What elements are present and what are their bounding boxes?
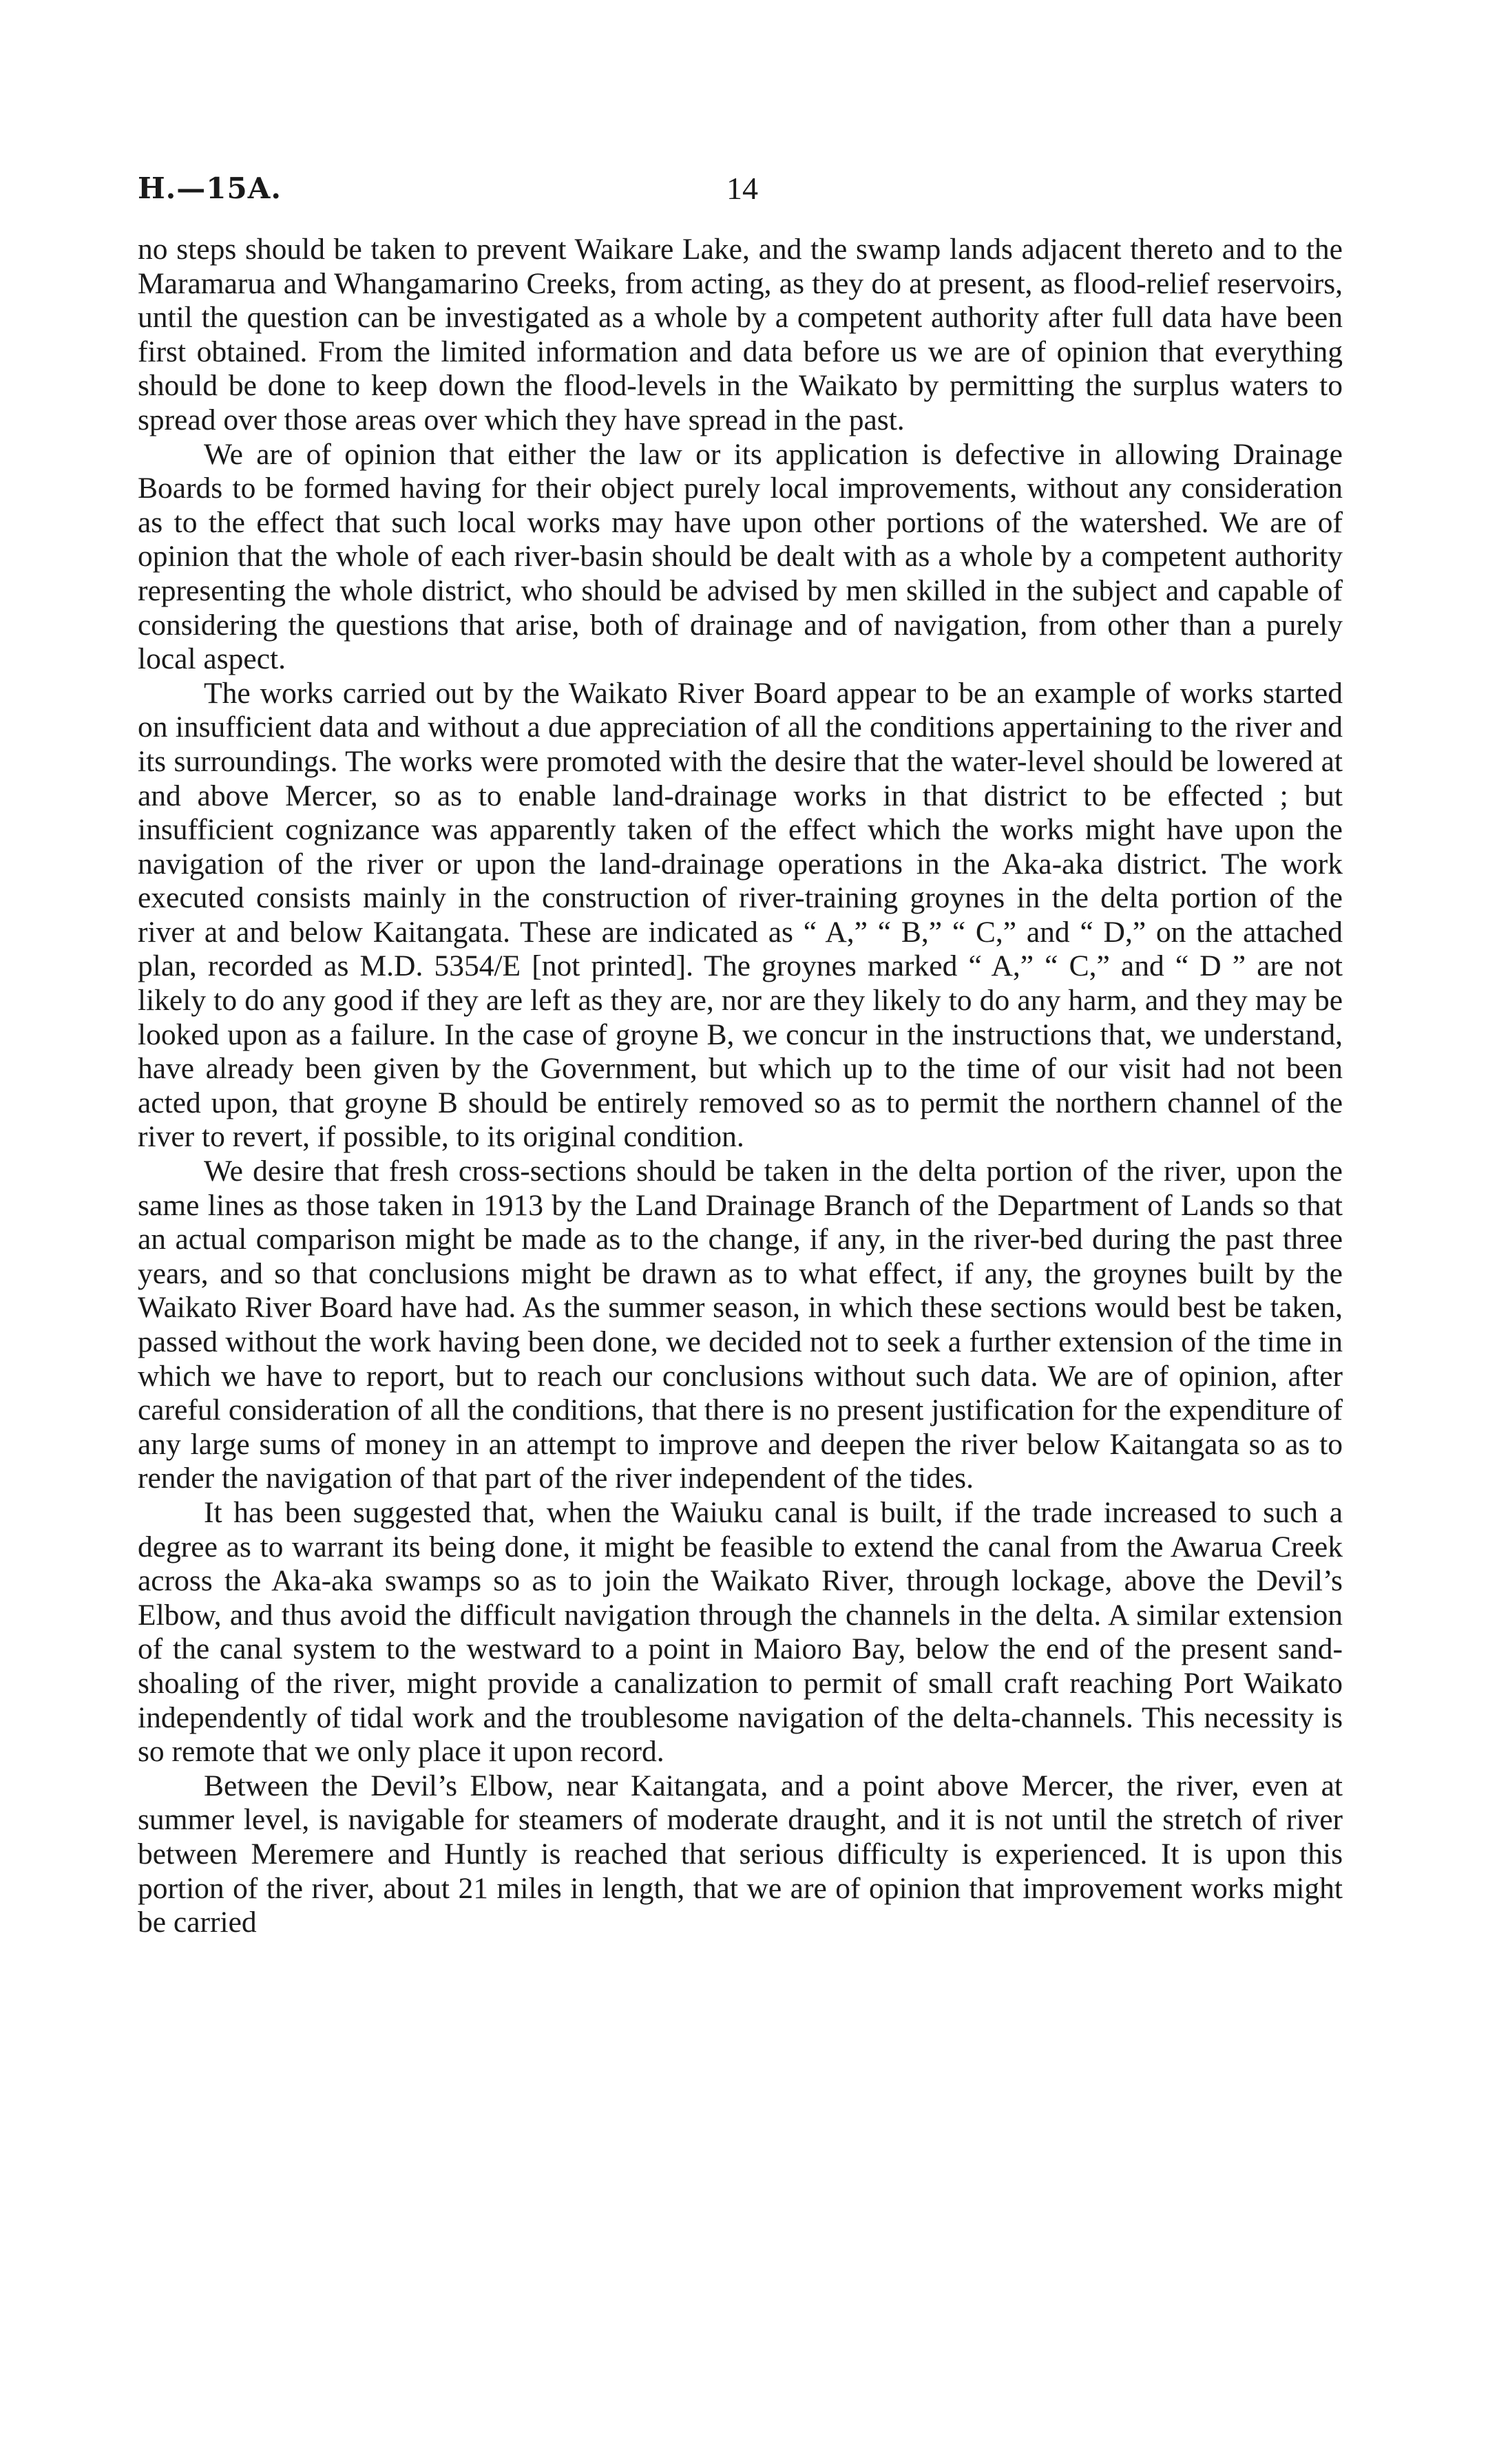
document-reference: H.—15A. xyxy=(138,171,282,205)
paragraph-devils-elbow: Between the Devil’s Elbow, near Kaitangata, and a point above Mercer, the river, even at summer level, is navigable for steamers of moderate draught, and it is not until the stretch of river between Meremere and Huntly is reached that serious difficulty is experienced. It is upon this portion of the river, about 21 miles in length, that we are of opinion that improvement works might be carried xyxy=(138,1769,1343,1939)
paragraph-drainage-boards: We are of opinion that either the law or its application is defective in allowing Drainage Boards to be formed having for their object purely local improvements, without any consideration as to the effect that such local works may have upon other portions of the watershed. We are of opinion that the whole of each river-basin should be dealt with as a whole by a competent authority representing the whole district, who should be advised by men skilled in the subject and capable of considering the questions that arise, both of drainage and of navigation, from other than a purely local aspect. xyxy=(138,437,1343,676)
paragraph-waiuku-canal: It has been suggested that, when the Waiuku canal is built, if the trade increased to such a degree as to warrant its being done, it might be feasible to extend the canal from the Awarua Creek across the Aka-aka swamps so as to join the Waikato River, through lockage, above the Devil’s Elbow, and thus avoid the difficult navigation through the channels in the delta. A similar extension of the canal system to the westward to a point in Maioro Bay, below the end of the present sand-shoaling of the river, might provide a canalization to permit of small craft reaching Port Waikato independently of tidal work and the troublesome navigation of the delta-channels. This necessity is so remote that we only place it upon record. xyxy=(138,1495,1343,1769)
paragraph-cross-sections: We desire that fresh cross-sections should be taken in the delta portion of the river, upon the same lines as those taken in 1913 by the Land Drainage Branch of the Department of Lands so that an actual comparison might be made as to the change, if any, in the river-bed during the past three years, and so that conclusions might be drawn as to what effect, if any, the groynes built by the Waikato River Board have had. As the summer season, in which these sections would best be taken, passed without the work having been done, we decided not to seek a further extension of the time in which we have to report, but to reach our conclusions without such data. We are of opinion, after careful consideration of all the conditions, that there is no present justification for the expenditure of any large sums of money in an attempt to improve and deepen the river below Kaitangata so as to render the navigation of that part of the river independent of the tides. xyxy=(138,1155,1343,1495)
page-header xyxy=(138,168,1343,209)
body-text xyxy=(138,233,1343,1940)
paragraph-river-board-works: The works carried out by the Waikato River Board appear to be an example of works started on insufficient data and without a due appreciation of all the conditions appertaining to the river and its surroundings. The works were promoted with the desire that the water-level should be lowered at and above Mercer, so as to enable land-drainage works in that district to be effected ; but insufficient cognizance was apparently taken of the effect which the works might have upon the navigation of the river or upon the land-drainage operations in the Aka-aka district. The work executed consists mainly in the construction of river-training groynes in the delta portion of the river at and below Kaitangata. These are indicated as “ A,” “ B,” “ C,” and “ D,” on the attached plan, recorded as M.D. 5354/E [not printed]. The groynes marked “ A,” “ C,” and “ D ” are not likely to do any good if they are left as they are, nor are they likely to do any harm, and they may be looked upon as a failure. In the case of groyne B, we concur in the instructions that, we understand, have already been given by the Government, but which up to the time of our visit had not been acted upon, that groyne B should be entirely removed so as to permit the northern channel of the river to revert, if possible, to its original condition. xyxy=(138,676,1343,1154)
page-number: 14 xyxy=(726,171,758,206)
paragraph-flood-relief: no steps should be taken to prevent Waikare Lake, and the swamp lands adjacent thereto and to the Maramarua and Whangamarino Creeks, from acting, as they do at present, as flood-relief reservoirs, until the question can be investigated as a whole by a competent authority after full data have been first obtained. From the limited information and data before us we are of opinion that everything should be done to keep down the flood-levels in the Waikato by permitting the surplus waters to spread over those areas over which they have spread in the past. xyxy=(138,233,1343,436)
